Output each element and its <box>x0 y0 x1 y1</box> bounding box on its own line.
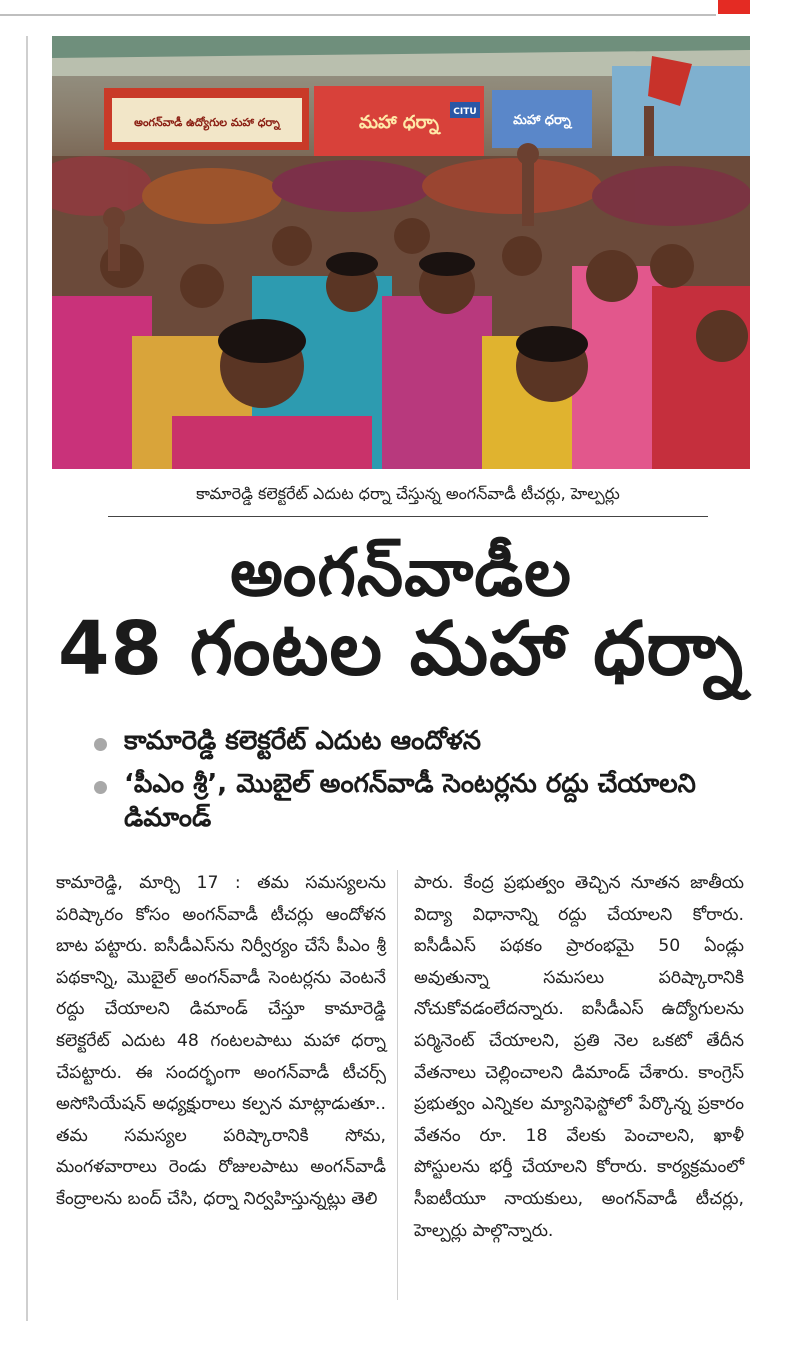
photo-caption: కామారెడ్డి కలెక్టరేట్ ఎదుట ధర్నా చేస్తున్న అంగన్‌వాడీ టీచర్లు, హెల్పర్లు <box>196 484 620 503</box>
headline-line-1: అంగన్‌వాడీల <box>230 534 572 611</box>
subhead-bullet-2 <box>94 768 714 836</box>
banner-text-2: మహా ధర్నా <box>358 112 440 133</box>
bullet-dot-icon <box>94 738 107 751</box>
top-rule <box>0 14 716 16</box>
banner-text-4: మహా ధర్నా <box>513 113 571 128</box>
subhead-bullet-text: ‘పీఎం శ్రీ’, మొబైల్ అంగన్‌వాడీ సెంటర్లను రద్దు చేయాలని డిమాండ్ <box>124 769 696 833</box>
article-column-2: పారు. కేంద్ర ప్రభుత్వం తెచ్చిన నూతన జాతీయ విద్యా విధానాన్ని రద్దు చేయాలని కోరారు. ఐసీడీఎస్ పథకం ప్రారంభమై 50 ఏండ్లు అవుతున్నా సమసలు పరిష్కారానికి నోచుకోవడంలేదన్నారు. ఐసీడీఎస్ ఉద్యోగులను పర్మినెంట్ చేయాలని, ప్రతి నెల ఒకటో తేదీన వేతనాలు చెల్లించాలని డిమాండ్ చేశారు. కాంగ్రెస్ ప్రభుత్వం ఎన్నికల మ్యానిఫెస్టోలో పేర్కొన్న ప్రకారం వేతనం రూ. 18 వేలకు పెంచాలని, ఖాళీ పోస్టులను భర్తీ చేయాలని కోరారు. కార్యక్రమంలో సీఐటీయూ నాయకులు, అంగన్‌వాడీ టీచర్లు, హెల్పర్లు పాల్గొన్నారు. <box>414 873 744 1241</box>
left-margin-rule <box>26 36 28 1321</box>
banner-text-1: అంగన్‌వాడీ ఉద్యోగుల మహా ధర్నా <box>134 116 280 129</box>
article-column-1: కామారెడ్డి, మార్చి 17 : తమ సమస్యలను పరిష్కారం కోసం అంగన్‌వాడీ టీచర్లు ఆందోళన బాట పట్టారు. ఐసీడీఎస్‌ను నిర్వీర్యం చేసే పీఎం శ్రీ పథకాన్ని, మొబైల్ అంగన్‌వాడీ సెంటర్లను వెంటనే రద్దు చేయాలని డిమాండ్ చేస్తూ కామారెడ్డి కలెక్టరేట్ ఎదుట 48 గంటలపాటు మహా ధర్నా చేపట్టారు. ఈ సందర్భంగా అంగన్‌వాడీ టీచర్స్ అసోసియేషన్ అధ్యక్షురాలు కల్పన మాట్లాడుతూ.. తమ సమస్యల పరిష్కారానికి సోమ, మంగళవారాలు రెండు రోజులపాటు అంగన్‌వాడీ కేంద్రాలను బంద్ చేసి, ధర్నా నిర్వహిస్తున్నట్లు తెలి <box>56 873 386 1209</box>
bullet-dot-icon <box>94 781 107 794</box>
column-divider <box>397 870 398 1300</box>
caption-underline <box>108 516 708 517</box>
subhead-bullet-text: కామారెడ్డి కలెక్టరేట్ ఎదుట ఆందోళన <box>124 726 481 756</box>
section-marker <box>718 0 750 14</box>
headline-line-2: 48 గంటల మహా ధర్నా <box>58 606 744 692</box>
subhead-bullet-1 <box>94 725 714 759</box>
banner-text-3: CITU <box>453 107 477 117</box>
protest-crowd-photo <box>52 36 750 469</box>
